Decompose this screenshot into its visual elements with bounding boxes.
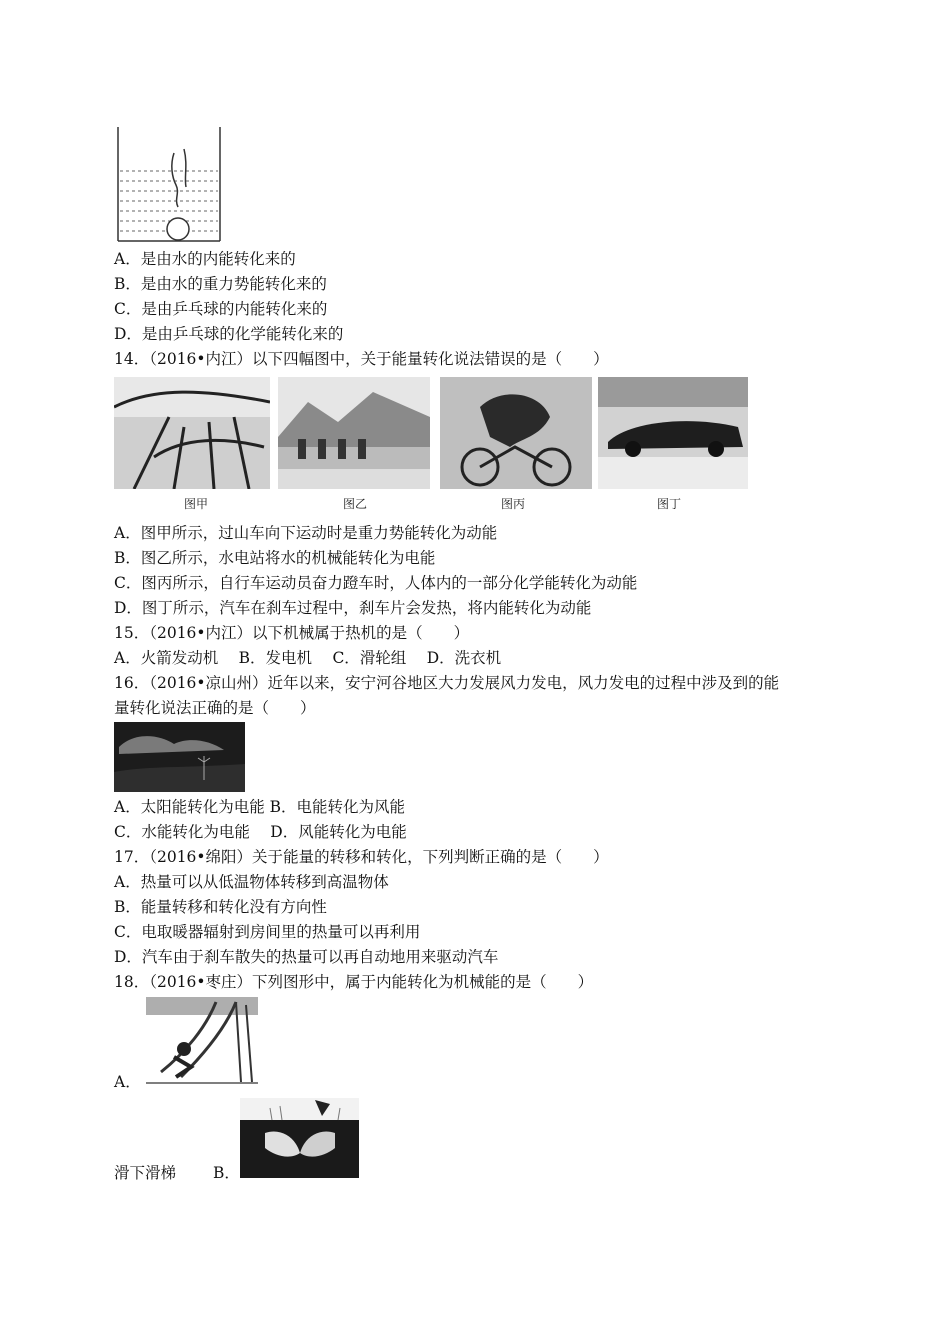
q14-photo-yi [278, 377, 430, 489]
q17-option-b: B．能量转移和转化没有方向性 [114, 898, 327, 916]
q17-option-d: D．汽车由于刹车散失的热量可以再自动地用来驱动汽车 [114, 948, 499, 966]
q16-stem-line1: 16．（2016•凉山州）近年以来，安宁河谷地区大力发展风力发电，风力发电的过程中涉及到的能 [114, 674, 780, 692]
q18-hands-figure [240, 1098, 359, 1178]
q17-stem: 17．（2016•绵阳）关于能量的转移和转化，下列判断正确的是（ ） [114, 848, 609, 866]
q18-slide-figure [146, 997, 258, 1085]
q16-wind-photo [114, 722, 245, 792]
q16-options-line1: A．太阳能转化为电能 B．电能转化为风能 [114, 798, 406, 816]
q16-options-line2: C．水能转化为电能 D．风能转化为电能 [114, 823, 407, 841]
q18-option-a-caption: 滑下滑梯 [114, 1164, 177, 1182]
q18-stem: 18．（2016•枣庄）下列图形中，属于内能转化为机械能的是（ ） [114, 973, 594, 991]
q17-option-c: C．电取暖器辐射到房间里的热量可以再利用 [114, 923, 421, 941]
q14-caption-yi: 图乙 [343, 497, 368, 511]
q18-option-a-label: A． [114, 1073, 141, 1091]
q13-option-d: D．是由乒乓球的化学能转化来的 [114, 325, 344, 343]
q14-option-b: B．图乙所示，水电站将水的机械能转化为电能 [114, 549, 436, 567]
q14-photo-jia [114, 377, 270, 489]
q14-caption-bing: 图丙 [501, 497, 526, 511]
q14-option-d: D．图丁所示，汽车在刹车过程中，刹车片会发热，将内能转化为动能 [114, 599, 592, 617]
q13-option-a: A．是由水的内能转化来的 [114, 250, 296, 268]
q14-photo-bing [440, 377, 592, 489]
q16-stem-line2: 量转化说法正确的是（ ） [114, 699, 316, 717]
q18-option-b-label: B． [213, 1164, 240, 1182]
q14-stem: 14．（2016•内江）以下四幅图中，关于能量转化说法错误的是（ ） [114, 350, 609, 368]
q17-option-a: A．热量可以从低温物体转移到高温物体 [114, 873, 389, 891]
q13-option-c: C．是由乒乓球的内能转化来的 [114, 300, 328, 318]
q14-caption-ding: 图丁 [657, 497, 682, 511]
beaker-figure [114, 125, 224, 243]
q14-option-a: A．图甲所示，过山车向下运动时是重力势能转化为动能 [114, 524, 498, 542]
q14-caption-jia: 图甲 [184, 497, 209, 511]
q13-option-b: B．是由水的重力势能转化来的 [114, 275, 327, 293]
q15-stem: 15．（2016•内江）以下机械属于热机的是（ ） [114, 624, 470, 642]
q14-photo-ding [598, 377, 748, 489]
q15-options: A．火箭发动机 B．发电机 C．滑轮组 D．洗衣机 [114, 649, 502, 667]
q14-option-c: C．图丙所示，自行车运动员奋力蹬车时，人体内的一部分化学能转化为动能 [114, 574, 638, 592]
